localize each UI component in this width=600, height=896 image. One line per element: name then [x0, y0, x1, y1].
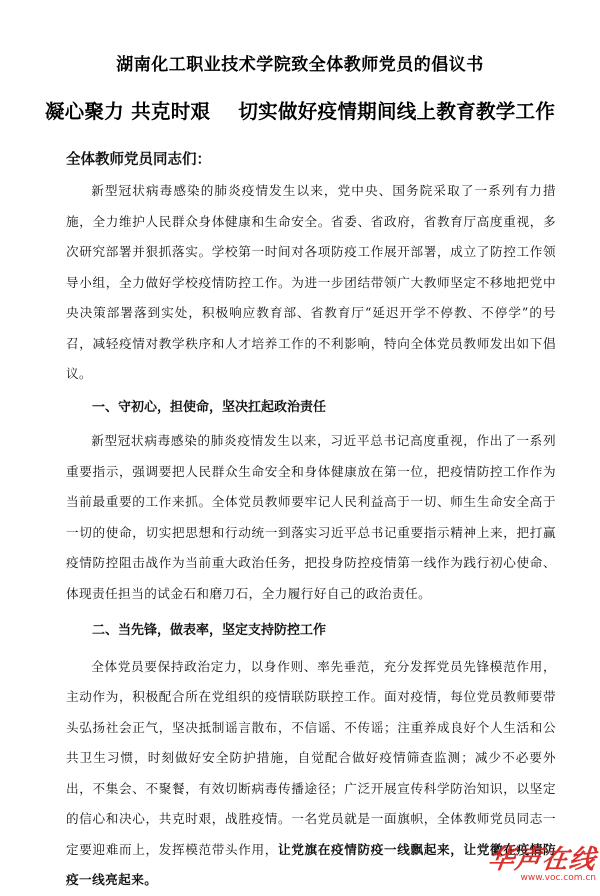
watermark: [485, 845, 599, 884]
document-subtitle: [0, 96, 600, 124]
section-2-body-text: 全体党员要保持政治定力，以身作则、率先垂范，充分发挥党员先锋模范作用，主动作为，积极配合所在党组织的疫情联防联控工作。面对疫情，每位党员教师要带头弘扬社会正气，坚决抵制谣言散布，不信谣、不传谣；注重养成良好个人生活和公共卫生习惯，时刻做好安全防护措施，自觉配合做好疫情筛查监测；减少不必要外出，不集会、不聚餐，有效切断病毒传播途径；广泛开展宣传科学防治知识，以坚定的信心和决心，共克时艰，战胜疫情。一名党员就是一面旗帜，全体教师党员同志一定要迎难而上，发挥模范带头作用，: [66, 658, 556, 857]
section-1-heading: 一、守初心，担使命，坚决扛起政治责任: [92, 399, 327, 415]
subtitle-right: 切实做好疫情期间线上教育教学工作: [238, 100, 556, 123]
intro-paragraph: 新型冠状病毒感染的肺炎疫情发生以来，党中央、国务院采取了一系列有力措施，全力维护人民群众身体健康和生命安全。省委、省政府，省教育厅高度重视，多次研究部署并狠抓落实。学校第一时间对各项防疫工作展开部署，成立了防控工作领导小组，全力做好学校疫情防控工作。为进一步团结带领广大教师坚定不移地把党中央决策部署落到实处，积极响应教育部、省教育厅“延迟开学不停教、不停学”的号召，减轻疫情对教学秩序和人才培养工作的不利影响，特向全体党员教师发出如下倡议。: [66, 183, 556, 381]
document-title: 湖南化工职业技术学院致全体教师党员的倡议书: [116, 55, 484, 75]
subtitle-left: 凝心聚力 共克时艰: [44, 100, 211, 123]
watermark-logo: 华声在线: [485, 845, 599, 875]
section-2-paragraph: [66, 652, 556, 896]
section-1-paragraph: 新型冠状病毒感染的肺炎疫情发生以来，习近平总书记高度重视，作出了一系列重要指示，强调要把人民群众生命安全和身体健康放在第一位，把疫情防控工作作为当前最重要的工作来抓。全体党员教师要牢记人民利益高于一切、师生生命安全高于一切的使命，切实把思想和行动统一到落实习近平总书记重要指示精神上来，把打赢疫情防控阻击战作为当前重大政治任务，把投身防控疫情第一线作为践行初心使命、体现责任担当的试金石和磨刀石，全力履行好自己的政治责任。: [66, 433, 556, 601]
section-2-heading: 二、当先锋，做表率，坚定支持防控工作: [92, 623, 327, 638]
salutation: 全体教师党员同志们：: [66, 152, 211, 168]
watermark-url: www.voc.com.cn: [520, 873, 596, 883]
section-2-bold-tail: 让党旗在疫情防疫一线飘起来，让党徽在疫情防疫一线亮起来。: [66, 841, 557, 887]
document-body: [66, 176, 556, 896]
